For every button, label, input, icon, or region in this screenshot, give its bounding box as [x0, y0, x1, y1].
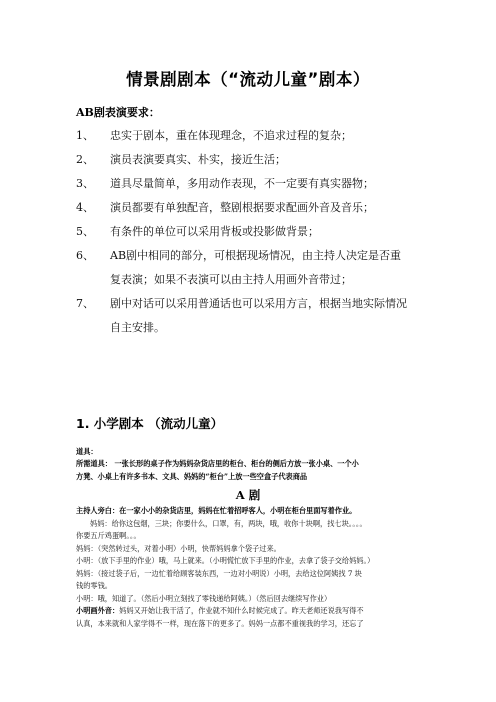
voiceover-speaker: 小明画外音： [76, 606, 120, 615]
requirement-text: 演员表演要真实、朴实，接近生活； [110, 153, 286, 166]
script-line: 小明：（放下手里的作业）哦，马上就来。（小明慌忙放下手里的作业，去拿了袋子交给妈妈。） [76, 556, 375, 565]
script-line: 妈妈：给你这包烟，三块；你要什么，口罩，有，两块，哦，收你十块啊，找七块。。。。 [90, 518, 367, 528]
script-line: 小明：哦，知道了。（然后小明立刻找了零钱递给阿姨。）（然后回去继续写作业） [76, 593, 332, 603]
requirement-continuation: 复表演；如果不表演可以由主持人用画外音带过； [110, 273, 352, 286]
script-line: 妈妈：（突然转过头，对着小明）小明，快帮妈妈拿个袋子过来。 [76, 543, 281, 553]
scene-title: A 剧 [235, 488, 261, 502]
requirement-text: 剧中对话可以采用普通话也可以采用方言，根据当地实际情况 [110, 297, 407, 310]
props-line: 方凳、小桌上有许多书本、文具、妈妈的“柜台”上放一些空盒子代表商品 [76, 471, 308, 481]
script-line: 你要五斤鸡蛋啊。。。 [76, 531, 141, 540]
script-body [76, 505, 426, 630]
requirement-number: 7、 [76, 297, 94, 310]
voiceover-text: 妈妈又开始让我干活了，作业就不知什么时候完成了。昨天老师还说我写得不 [119, 606, 364, 615]
requirement-item [76, 292, 436, 340]
script-line: 妈妈：（接过袋子后，一边忙着给顾客装东西，一边对小明说）小明，去给这位阿姨找 7 块 [76, 568, 362, 578]
requirement-text: 忠实于剧本，重在体现理念，不追求过程的复杂； [110, 129, 352, 142]
requirement-number: 3、 [76, 177, 94, 190]
requirement-item [76, 172, 436, 196]
requirements-heading: AB剧表演要求： [76, 106, 160, 119]
script-line-voiceover [76, 605, 426, 618]
script-line: 认真，本来就和人家学得不一样，现在落下的更多了。妈妈一点都不重视我的学习，还忘了 [76, 618, 364, 628]
requirement-item [76, 148, 436, 172]
requirement-text: AB剧中相同的部分，可根据现场情况，由主持人决定是否重 [110, 249, 402, 262]
script-line-narration: 主持人旁白：在一家小小的杂货店里，妈妈在忙着招呼客人，小明在柜台里面写着作业。 [76, 506, 357, 515]
requirement-number: 1、 [76, 129, 94, 142]
props-line: 所需道具： 一张长形的桌子作为妈妈杂货店里的柜台、柜台的侧后方放一张小桌、一个小 [76, 459, 359, 468]
requirement-item [76, 220, 436, 244]
section-heading: 1. 小学剧本 （流动儿童） [76, 416, 224, 431]
requirement-continuation: 自主安排。 [110, 321, 165, 334]
requirement-number: 2、 [76, 153, 94, 166]
requirement-text: 演员都要有单独配音，整剧根据要求配画外音及音乐； [110, 201, 374, 214]
document-title: 情景剧剧本（“流动儿童”剧本） [126, 70, 370, 89]
requirement-text: 有条件的单位可以采用背板或投影做背景； [110, 225, 319, 238]
requirement-item [76, 196, 436, 220]
requirement-text: 道具尽量简单，多用动作表现，不一定要有真实器物； [110, 177, 374, 190]
requirement-item [76, 124, 436, 148]
requirement-number: 6、 [76, 249, 94, 262]
requirement-item [76, 244, 436, 292]
requirement-number: 4、 [76, 201, 94, 214]
script-line: 钱的零钱。 [76, 581, 112, 590]
props-text [76, 458, 426, 483]
props-label: 道具： [76, 447, 98, 456]
requirement-number: 5、 [76, 225, 94, 238]
